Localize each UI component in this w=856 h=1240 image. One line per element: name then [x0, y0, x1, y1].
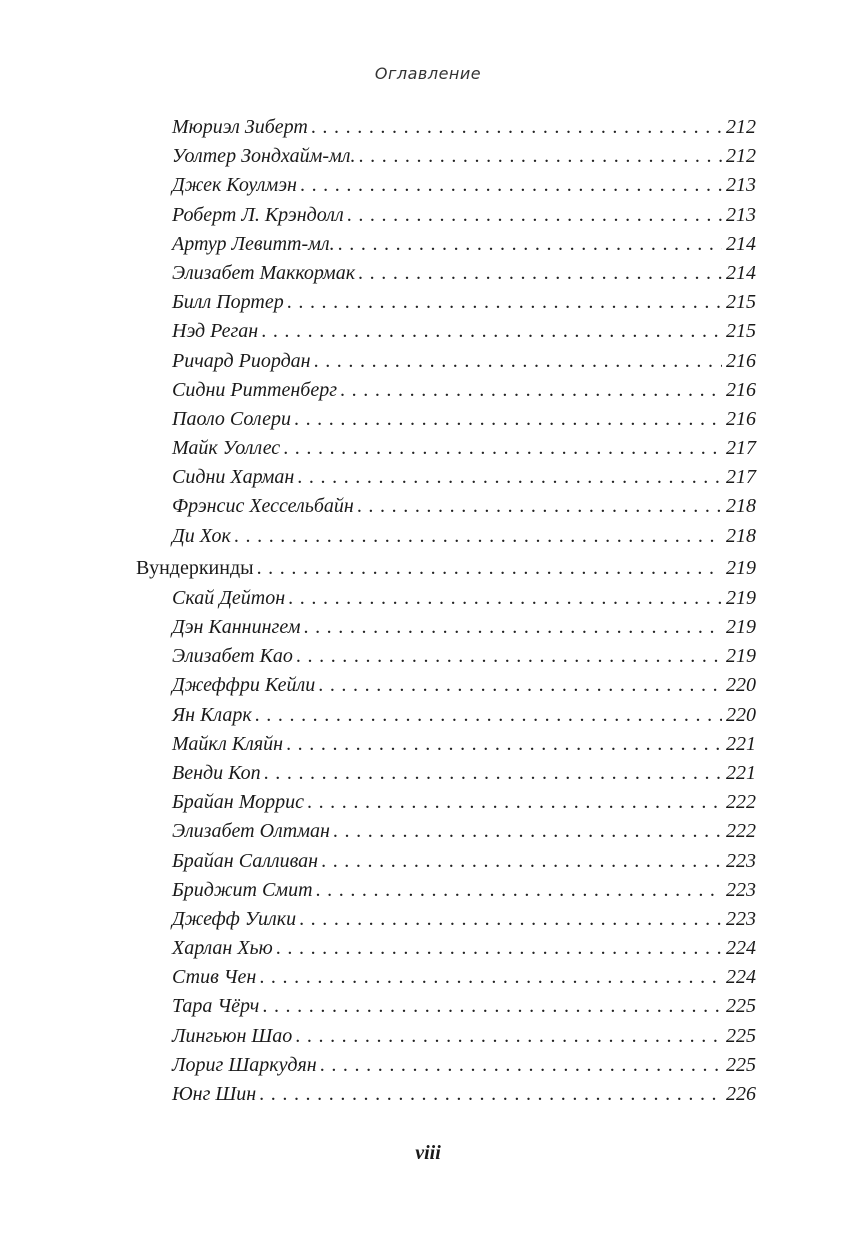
dot-leader — [300, 171, 722, 200]
toc-entry-page: 223 — [726, 878, 756, 901]
toc-entry-title: Элизабет Као — [172, 645, 293, 668]
toc-entry-page: 213 — [726, 203, 756, 226]
dot-leader — [288, 584, 722, 613]
toc-entry — [136, 522, 756, 551]
toc-entry-title: Уолтер Зондхайм-мл. — [172, 145, 356, 168]
dot-leader — [259, 963, 722, 992]
toc-entry-page: 218 — [726, 495, 756, 518]
toc-entry — [136, 259, 756, 288]
dot-leader — [340, 376, 722, 405]
toc-entry-title: Лингьюн Шао — [172, 1024, 293, 1047]
toc-entry — [136, 434, 756, 463]
toc-entry-title: Билл Портер — [172, 291, 284, 314]
toc-entry-title: Фрэнсис Хессельбайн — [172, 495, 354, 518]
dot-leader — [287, 288, 722, 317]
toc-entry — [136, 671, 756, 700]
toc-entry-page: 217 — [726, 437, 756, 460]
toc-entry-page: 221 — [726, 761, 756, 784]
dot-leader — [257, 552, 722, 584]
toc-entry-title: Элизабет Маккормак — [172, 261, 356, 284]
toc-entry-page: 221 — [726, 732, 756, 755]
toc-entry — [136, 142, 756, 171]
toc-entry-page: 225 — [726, 1024, 756, 1047]
toc-entry-title: Ян Кларк — [172, 703, 252, 726]
toc-entry-page: 215 — [726, 320, 756, 343]
toc-entry — [136, 288, 756, 317]
toc-entry-title: Сидни Риттенберг — [172, 378, 338, 401]
toc-entry-title: Харлан Хью — [172, 937, 273, 960]
dot-leader — [311, 113, 722, 142]
toc-entry — [136, 347, 756, 376]
toc-entry-title: Джефф Уилки — [172, 907, 297, 930]
toc-entry-title: Паоло Солери — [172, 407, 291, 430]
toc-entry-title: Роберт Л. Крэндолл — [172, 203, 344, 226]
toc-entry-page: 220 — [726, 703, 756, 726]
dot-leader — [283, 434, 722, 463]
toc-entry-title: Артур Левитт-мл. — [172, 232, 335, 255]
toc-entry — [136, 847, 756, 876]
toc-entry — [136, 113, 756, 142]
toc-entry-title: Джек Коулмэн — [172, 174, 297, 197]
page-number: viii — [415, 1142, 441, 1164]
toc-entry-title: Бриджит Смит — [172, 878, 313, 901]
toc-entry-title: Юнг Шин — [172, 1083, 257, 1105]
toc-entry-title: Нэд Реган — [172, 320, 259, 343]
toc-entry-title: Элизабет Олтман — [172, 820, 330, 843]
toc-entry-page: 217 — [726, 466, 756, 489]
toc-entry-title: Сидни Харман — [172, 466, 295, 489]
toc-entry-page: 212 — [726, 145, 756, 168]
toc-entry-title: Тара Чёрч — [172, 995, 260, 1018]
dot-leader — [299, 905, 722, 934]
toc-entry-page: 214 — [726, 261, 756, 284]
dot-leader — [286, 730, 722, 759]
toc-entry-title: Джеффри Кейли — [172, 674, 316, 697]
toc-entry-page: 219 — [726, 645, 756, 668]
toc-entry — [136, 642, 756, 671]
toc-entry-title: Брайан Моррис — [172, 791, 304, 814]
dot-leader — [357, 492, 722, 521]
toc-entry-page: 216 — [726, 378, 756, 401]
toc-entry-page: 226 — [726, 1083, 756, 1105]
toc-entry-page: 213 — [726, 174, 756, 197]
toc-entry — [136, 788, 756, 817]
dot-leader — [320, 1051, 722, 1080]
toc-entry-title: Скай Дейтон — [172, 586, 286, 609]
running-head: Оглавление — [374, 64, 482, 83]
dot-leader — [321, 847, 722, 876]
toc-entry-page: 224 — [726, 966, 756, 989]
dot-leader — [297, 463, 722, 492]
toc-entry-page: 216 — [726, 407, 756, 430]
toc-entry-page: 223 — [726, 849, 756, 872]
toc-entry — [136, 905, 756, 934]
toc-entry-page: 216 — [726, 349, 756, 372]
dot-leader — [358, 259, 722, 288]
toc-entry-title: Лориг Шаркудян — [172, 1053, 317, 1076]
toc-entry — [136, 701, 756, 730]
toc-entry-title: Вундеркинды — [136, 556, 254, 579]
toc-entry-title: Ди Хок — [172, 524, 231, 547]
toc-entry — [136, 1080, 756, 1109]
toc-section-entry — [136, 552, 756, 584]
dot-leader — [316, 876, 722, 905]
toc-entry-title: Дэн Каннингем — [172, 616, 301, 638]
dot-leader — [318, 671, 722, 700]
toc-entry-page: 222 — [726, 791, 756, 814]
toc-entry — [136, 201, 756, 230]
dot-leader — [359, 142, 722, 171]
toc-entry-title: Мюриэл Зиберт — [172, 116, 308, 138]
toc-entry — [136, 963, 756, 992]
toc-entry — [136, 992, 756, 1021]
toc-entry-title: Венди Коп — [172, 761, 261, 784]
toc-entry-page: 220 — [726, 674, 756, 697]
toc-entry — [136, 613, 756, 642]
toc-entry — [136, 230, 756, 259]
dot-leader — [259, 1080, 722, 1109]
toc-entry — [136, 1051, 756, 1080]
toc-entry — [136, 730, 756, 759]
toc-entry-title: Стив Чен — [172, 966, 257, 989]
dot-leader — [338, 230, 722, 259]
toc-entry-title: Ричард Риордан — [172, 349, 311, 372]
toc-entry-title: Брайан Салливан — [172, 849, 319, 872]
toc-entry-page: 214 — [726, 232, 756, 255]
toc-entry — [136, 759, 756, 788]
dot-leader — [314, 347, 722, 376]
toc-entry-page: 223 — [726, 907, 756, 930]
toc-entry-page: 222 — [726, 820, 756, 843]
table-of-contents — [136, 113, 756, 1109]
dot-leader — [262, 992, 722, 1021]
toc-entry-page: 219 — [726, 586, 756, 609]
toc-entry — [136, 463, 756, 492]
toc-entry-title: Майк Уоллес — [172, 437, 281, 460]
dot-leader — [347, 201, 722, 230]
dot-leader — [261, 317, 722, 346]
dot-leader — [234, 522, 722, 551]
dot-leader — [295, 1022, 722, 1051]
toc-entry — [136, 584, 756, 613]
toc-entry-page: 218 — [726, 524, 756, 547]
dot-leader — [303, 613, 722, 642]
toc-entry-page: 219 — [726, 616, 756, 638]
dot-leader — [333, 817, 722, 846]
toc-entry — [136, 405, 756, 434]
dot-leader — [294, 405, 722, 434]
toc-entry — [136, 1022, 756, 1051]
toc-entry-page: 219 — [726, 556, 756, 579]
toc-entry-page: 215 — [726, 291, 756, 314]
dot-leader — [307, 788, 722, 817]
dot-leader — [276, 934, 722, 963]
toc-entry-page: 225 — [726, 995, 756, 1018]
toc-entry — [136, 817, 756, 846]
toc-entry — [136, 492, 756, 521]
dot-leader — [255, 701, 722, 730]
toc-entry-page: 212 — [726, 116, 756, 138]
toc-entry-title: Майкл Кляйн — [172, 732, 284, 755]
toc-entry — [136, 876, 756, 905]
toc-entry — [136, 171, 756, 200]
toc-entry-page: 225 — [726, 1053, 756, 1076]
toc-entry-page: 224 — [726, 937, 756, 960]
dot-leader — [264, 759, 722, 788]
toc-entry — [136, 934, 756, 963]
toc-entry — [136, 376, 756, 405]
toc-entry — [136, 317, 756, 346]
dot-leader — [296, 642, 722, 671]
